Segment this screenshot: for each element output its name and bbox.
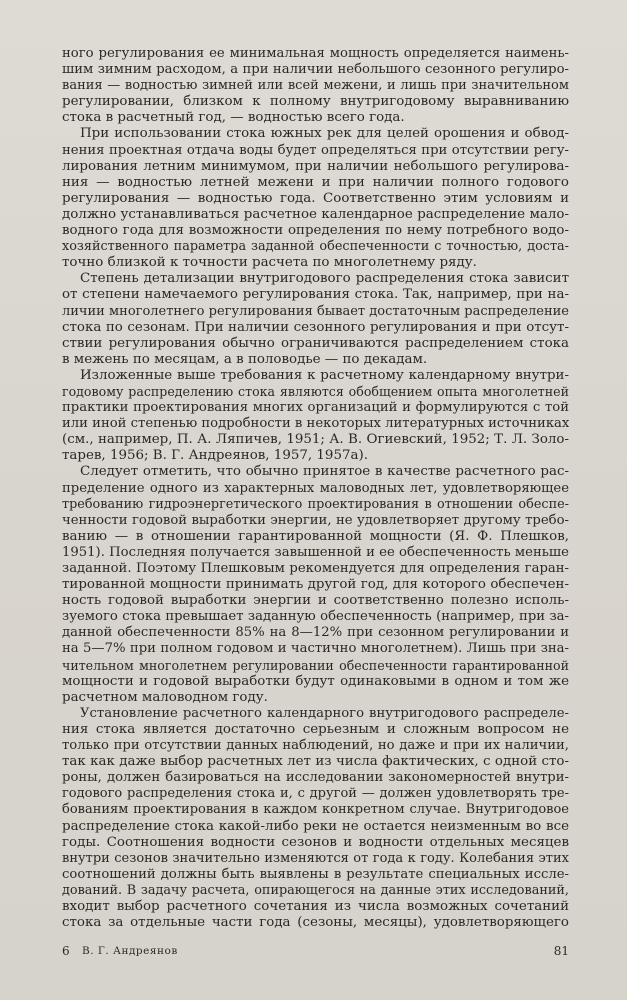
- text-line: годы. Соотношения водности сезонов и водности отдельных месяцев: [62, 834, 569, 850]
- text-line: данной обеспеченности 85% на 8—12% при сезонном регулировании и: [62, 625, 569, 641]
- paragraph: [62, 46, 569, 126]
- text-line: входит выбор расчетного сочетания из числа возможных сочетаний: [62, 898, 569, 914]
- text-line: стока за отдельные части года (сезоны, месяцы), удовлетворяющего: [62, 915, 569, 931]
- text-line: личии многолетнего регулирования бывает достаточным распределение: [62, 303, 569, 319]
- text-line: дований. В задачу расчета, опирающегося на данные этих исследований,: [62, 882, 569, 898]
- text-line: Степень детализации внутригодового распределения стока зависит: [80, 271, 569, 287]
- text-line: мощности и годовой выработки будут одинаковыми в одном и том же: [62, 673, 569, 689]
- text-line: от степени намечаемого регулирования стока. Так, например, при на-: [62, 287, 569, 303]
- text-line: тарев, 1956; В. Г. Андреянов, 1957, 1957а).: [62, 448, 368, 464]
- text-line: точно близкой к точности расчета по многолетнему ряду.: [62, 255, 477, 271]
- text-line: внутри сезонов значительно изменяются от года к году. Колебания этих: [62, 850, 569, 866]
- text-line: ность годовой выработки энергии и соответственно полезно исполь-: [62, 593, 569, 609]
- paragraph: [62, 271, 569, 368]
- text-line: так как даже выбор расчетных лет из числа фактических, с одной сто-: [62, 754, 569, 770]
- signature-number: 6: [62, 944, 70, 958]
- text-line: При использовании стока южных рек для целей орошения и обвод-: [80, 126, 569, 142]
- text-line: требованию гидроэнергетического проектирования в отношении обеспе-: [62, 496, 569, 512]
- text-line: 1951). Последняя получается завышенной и ее обеспеченность меньше: [62, 544, 569, 560]
- text-line: соотношений должны быть выявлены в результате специальных иссле-: [62, 866, 569, 882]
- text-line: стока по сезонам. При наличии сезонного регулирования и при отсут-: [62, 319, 569, 335]
- text-line: Установление расчетного календарного внутригодового распределе-: [80, 705, 569, 721]
- paragraph: [62, 706, 569, 931]
- text-line: ванию — в отношении гарантированной мощности (Я. Ф. Плешков,: [62, 528, 569, 544]
- text-line: зуемого стока превышает заданную обеспеченность (например, при за-: [62, 609, 569, 625]
- text-line: только при отсутствии данных наблюдений, но даже и при их наличии,: [62, 738, 569, 754]
- text-line: стока в расчетный год, — водностью всего года.: [62, 110, 405, 126]
- text-line: лирования летним минимумом, при наличии небольшого регулирова-: [62, 158, 569, 174]
- text-line: пределение одного из характерных маловодных лет, удовлетворяющее: [62, 480, 569, 496]
- text-line: должно устанавливаться расчетное календарное распределение мало-: [62, 206, 569, 222]
- text-line: ченности годовой выработки энергии, не удовлетворяет другому требо-: [62, 512, 569, 528]
- text-line: водного года для возможности определения по нему потребного водо-: [62, 223, 569, 239]
- text-line: ния — водностью летней межени и при наличии полного годового: [62, 174, 569, 190]
- page-number: 81: [553, 944, 569, 958]
- text-line: регулирования — водностью года. Соответственно этим условиям и: [62, 190, 569, 206]
- text-line: практики проектирования многих организаций и формулируются с той: [62, 400, 569, 416]
- text-line: хозяйственного параметра заданной обеспеченности с точностью, доста-: [62, 239, 569, 255]
- paragraph: [62, 126, 569, 271]
- text-line: роны, должен базироваться на исследовании закономерностей внутри-: [62, 770, 569, 786]
- text-line: Следует отметить, что обычно принятое в качестве расчетного рас-: [80, 464, 569, 480]
- text-line: ствии регулирования обычно ограничиваются распределением стока: [62, 335, 569, 351]
- text-line: ния стока является достаточно серьезным и сложным вопросом не: [62, 721, 569, 737]
- text-line: распределение стока какой-либо реки не остается неизменным во все: [62, 818, 569, 834]
- text-line: или иной степенью подробности в некоторых литературных источниках: [62, 416, 569, 432]
- paragraph: [62, 368, 569, 465]
- text-line: чительном многолетнем регулировании обеспеченности гарантированной: [62, 657, 569, 673]
- text-line: нения проектная отдача воды будет определяться при отсутствии регу-: [62, 142, 569, 158]
- paragraph: [62, 464, 569, 705]
- text-line: регулировании, близком к полному внутригодовому выравниванию: [62, 94, 569, 110]
- text-line: шим зимним расходом, а при наличии небольшого сезонного регулиро-: [62, 62, 569, 78]
- text-line: ного регулирования ее минимальная мощность определяется наимень-: [62, 46, 569, 61]
- text-line: на 5—7% при полном годовом и частично многолетнем). Лишь при зна-: [62, 641, 569, 657]
- text-line: вания — водностью зимней или всей межени, и лишь при значительном: [62, 78, 569, 94]
- text-line: (см., например, П. А. Ляпичев, 1951; А. В. Огиевский, 1952; Т. Л. Золо-: [62, 432, 569, 448]
- text-line: годовому распределению стока являются обобщением опыта многолетней: [62, 383, 569, 399]
- text-line: годового распределения стока и, с другой — должен удовлетворять тре-: [62, 786, 569, 802]
- text-line: бованиям проектирования в каждом конкретном случае. Внутригодовое: [62, 802, 569, 818]
- signature-author: В. Г. Андреянов: [82, 945, 178, 957]
- body-text: [62, 46, 569, 931]
- text-line: Изложенные выше требования к расчетному календарному внутри-: [80, 367, 569, 383]
- text-line: тированной мощности принимать другой год, для которого обеспечен-: [62, 577, 569, 593]
- text-line: в межень по месяцам, а в половодье — по декадам.: [62, 351, 428, 367]
- page-footer: [62, 944, 569, 960]
- text-line: расчетном маловодном году.: [62, 689, 268, 705]
- text-line: заданной. Поэтому Плешковым рекомендуется для определения гаран-: [62, 561, 569, 576]
